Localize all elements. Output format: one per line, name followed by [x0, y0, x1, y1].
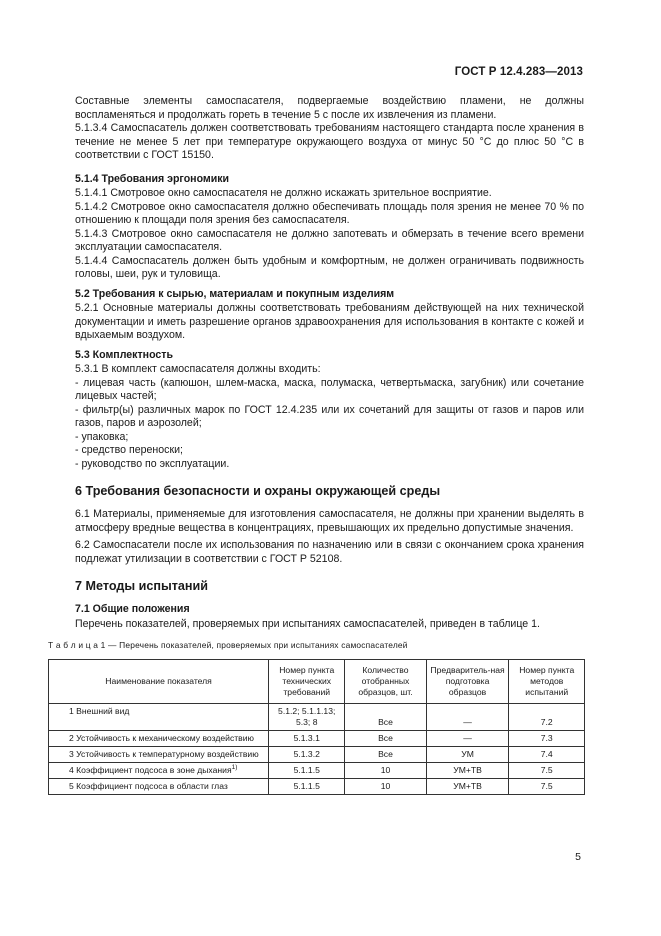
- table-cell: 3 Устойчивость к температурному воздействию: [49, 746, 269, 762]
- table-cell: Все: [345, 703, 426, 730]
- paragraph: 5.1.4.3 Смотровое окно самоспасателя не должно запотевать и обмерзать в течение всего времени эксплуатации самоспасателя.: [75, 227, 584, 253]
- table-header-cell: Номер пункта технических требований: [269, 659, 345, 703]
- list-item: - средство переноски;: [75, 444, 183, 456]
- table-row: [49, 703, 585, 730]
- table-header-cell: Наименование показателя: [49, 659, 269, 703]
- indicators-table: [48, 659, 585, 795]
- table-cell: 7.5: [509, 778, 585, 794]
- paragraph: 5.3.1 В комплект самоспасателя должны входить:: [75, 363, 321, 375]
- chapter-heading: 6 Требования безопасности и охраны окружающей среды: [75, 484, 441, 498]
- list-item: - упаковка;: [75, 430, 129, 443]
- table-row: [49, 778, 585, 794]
- table-cell: 10: [345, 778, 426, 794]
- paragraph: 6.1 Материалы, применяемые для изготовления самоспасателя, не должны при хранении выделять в атмосферу вредные вещества в концентрациях, превышающих их предельно допустимые значения.: [75, 508, 584, 534]
- paragraph: 5.1.3.4 Самоспасатель должен соответствовать требованиям настоящего стандарта после хранения в течение не менее 5 лет при температуре окружающего воздуха от минус 50 °С до плюс 50 °С в соответствии с ГОСТ 15150.: [75, 122, 584, 161]
- paragraph: 5.1.4.4 Самоспасатель должен быть удобным и комфортным, не должен ограничивать подвижность головы, шеи, рук и туловища.: [75, 254, 584, 280]
- table-cell: 5 Коэффициент подсоса в области глаз: [49, 778, 269, 794]
- document-header: ГОСТ Р 12.4.283—2013: [454, 66, 583, 78]
- table-cell: УМ+ТВ: [426, 778, 509, 794]
- section-heading: 5.1.4 Требования эргономики: [75, 172, 230, 185]
- table-row: [49, 730, 585, 746]
- table-cell: 5.1.3.2: [269, 746, 345, 762]
- table-cell: УМ: [426, 746, 509, 762]
- paragraph: Составные элементы самоспасателя, подвергаемые воздействию пламени, не должны воспламеняться и продолжать гореть в течение 5 с после их извлечения из пламени.: [75, 95, 584, 121]
- table-cell: Все: [345, 746, 426, 762]
- section-heading: 5.2 Требования к сырью, материалам и покупным изделиям: [75, 287, 395, 300]
- table-row: [49, 746, 585, 762]
- table-header-cell: Номер пункта методов испытаний: [509, 659, 585, 703]
- table-cell: —: [426, 703, 509, 730]
- document-body: [48, 95, 584, 795]
- table-cell: 5.1.1.5: [269, 762, 345, 778]
- table-cell: 5.1.3.1: [269, 730, 345, 746]
- table-cell: 10: [345, 762, 426, 778]
- table-cell: 2 Устойчивость к механическому воздействию: [49, 730, 269, 746]
- table-header-cell: Предваритель-ная подготовка образцов: [426, 659, 509, 703]
- table-cell: —: [426, 730, 509, 746]
- chapter-heading: 7 Методы испытаний: [75, 579, 208, 593]
- section-heading: 7.1 Общие положения: [75, 603, 190, 615]
- list-item: - лицевая часть (капюшон, шлем-маска, маска, полумаска, четвертьмаска, загубник) или сочетание лицевых частей;: [75, 376, 584, 402]
- table-cell: 7.3: [509, 730, 585, 746]
- list-item: - фильтр(ы) различных марок по ГОСТ 12.4.235 или их сочетаний для защиты от газов и паров или газов, паров и аэрозолей;: [75, 403, 584, 429]
- list-item: - руководство по эксплуатации.: [75, 457, 230, 470]
- cell-text: 4 Коэффициент подсоса в зоне дыхания: [69, 764, 232, 775]
- paragraph: Перечень показателей, проверяемых при испытаниях самоспасателей, приведен в таблице 1.: [75, 617, 540, 630]
- paragraph: 5.1.4.1 Смотровое окно самоспасателя не должно искажать зрительное восприятие.: [75, 187, 492, 199]
- paragraph: 5.2.1 Основные материалы должны соответствовать требованиям действующей на них технической документации и иметь разрешение органов здравоохранения для использования в контакте с кожей и вдыхаемым воздухом.: [75, 302, 584, 341]
- table-cell: [49, 762, 269, 778]
- paragraph: 5.1.4.2 Смотровое окно самоспасателя должно обеспечивать площадь поля зрения не менее 70 % по отношению к площади поля зрения без самоспасателя.: [75, 200, 584, 226]
- table-cell: 7.5: [509, 762, 585, 778]
- table-cell: 7.2: [509, 703, 585, 730]
- table-header-cell: Количество отобранных образцов, шт.: [345, 659, 426, 703]
- table-cell: 1 Внешний вид: [49, 703, 269, 730]
- table-header-row: [49, 659, 585, 703]
- table-caption: Т а б л и ц а 1 — Перечень показателей, проверяемых при испытаниях самоспасателей: [48, 640, 408, 650]
- page-number: 5: [575, 851, 581, 863]
- table-cell: 5.1.2; 5.1.1.13; 5.3; 8: [269, 703, 345, 730]
- section-heading: 5.3 Комплектность: [75, 348, 173, 361]
- table-cell: УМ+ТВ: [426, 762, 509, 778]
- table-cell: Все: [345, 730, 426, 746]
- table-row: [49, 762, 585, 778]
- footnote-marker: 1): [231, 763, 238, 771]
- table-cell: 5.1.1.5: [269, 778, 345, 794]
- paragraph: 6.2 Самоспасатели после их использования по назначению или в связи с окончанием срока хранения подлежат утилизации в соответствии с ГОСТ Р 52108.: [75, 539, 584, 565]
- table-cell: 7.4: [509, 746, 585, 762]
